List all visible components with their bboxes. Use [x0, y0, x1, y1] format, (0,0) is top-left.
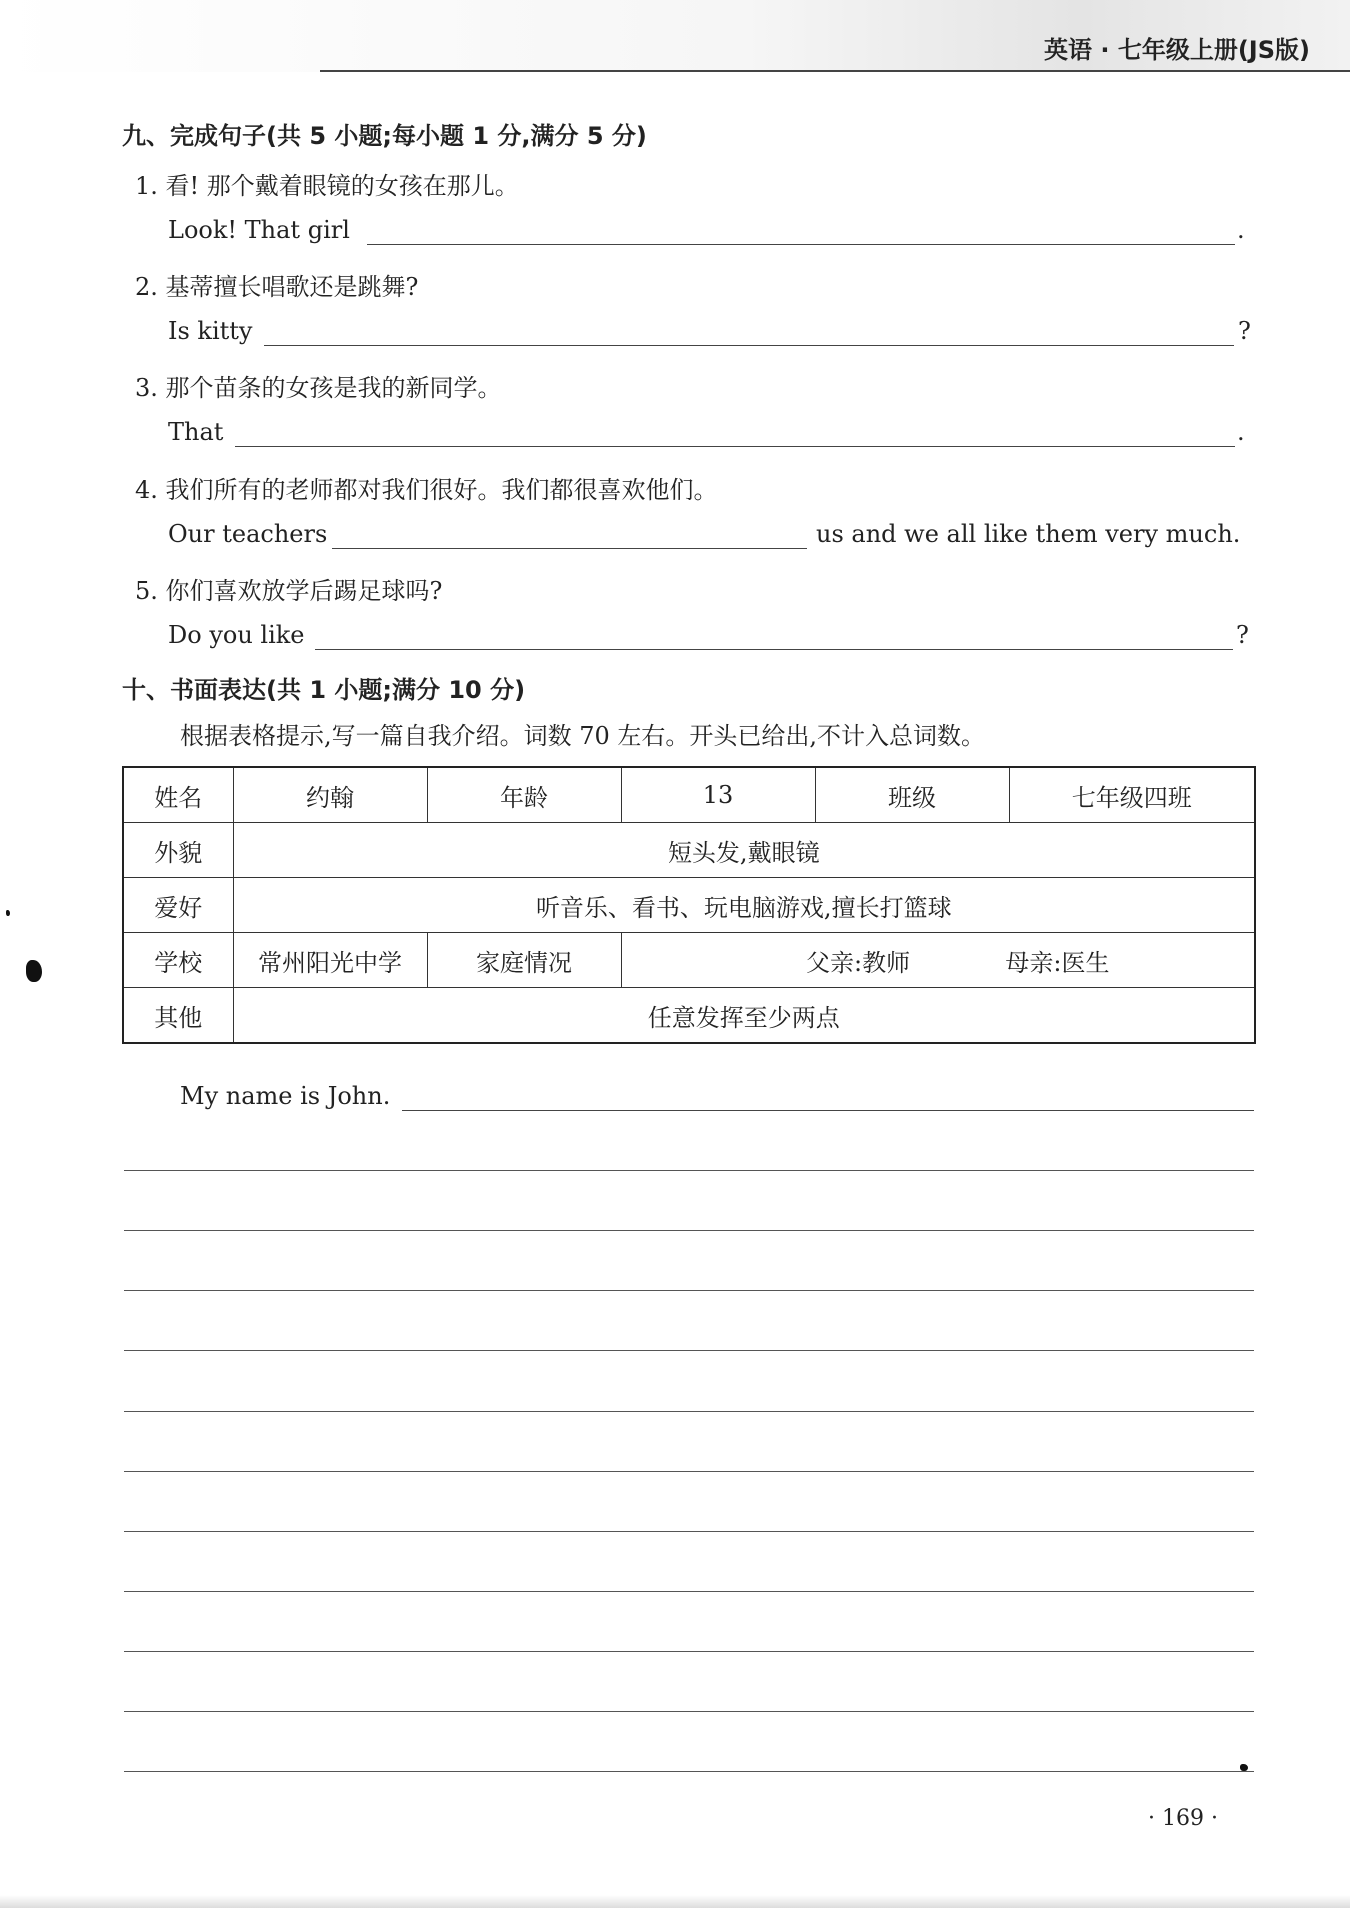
question-4-chinese: 4. 我们所有的老师都对我们很好。我们都很喜欢他们。: [135, 476, 718, 504]
scan-spot: [26, 960, 42, 982]
question-1-blank[interactable]: [367, 244, 1235, 245]
table-cell: 姓名: [123, 767, 233, 823]
page-number: · 169 ·: [1148, 1806, 1218, 1831]
mother-info: 母亲:医生: [1005, 948, 1110, 977]
question-5-blank[interactable]: [315, 649, 1233, 650]
question-3-blank[interactable]: [235, 446, 1235, 447]
question-2-end: ?: [1238, 317, 1251, 345]
section-9-title: 九、完成句子(共 5 小题;每小题 1 分,满分 5 分): [122, 122, 647, 150]
question-1-chinese: 1. 看! 那个戴着眼镜的女孩在那儿。: [135, 172, 519, 200]
question-2-prompt: Is kitty: [168, 317, 253, 345]
writing-line[interactable]: [124, 1350, 1254, 1351]
writing-line[interactable]: [124, 1591, 1254, 1592]
writing-instruction: 根据表格提示,写一篇自我介绍。词数 70 左右。开头已给出,不计入总词数。: [180, 722, 986, 750]
book-title: 英语 · 七年级上册(JS版): [1044, 36, 1310, 64]
table-row: [123, 878, 1255, 933]
writing-line[interactable]: [124, 1290, 1254, 1291]
question-2-chinese: 2. 基蒂擅长唱歌还是跳舞?: [135, 273, 419, 301]
table-cell-family: [621, 933, 1255, 988]
table-cell: 听音乐、看书、玩电脑游戏,擅长打篮球: [233, 878, 1255, 933]
question-1-end: .: [1237, 216, 1245, 244]
writing-intro: My name is John.: [180, 1082, 391, 1110]
page-bottom-shadow: [0, 1895, 1350, 1908]
question-4-blank[interactable]: [332, 548, 807, 549]
question-5-end: ?: [1236, 621, 1249, 649]
father-info: 父亲:教师: [806, 948, 911, 977]
table-row: [123, 823, 1255, 878]
writing-line[interactable]: [124, 1531, 1254, 1532]
writing-line[interactable]: [124, 1711, 1254, 1712]
writing-line[interactable]: [124, 1170, 1254, 1171]
writing-line[interactable]: [124, 1230, 1254, 1231]
question-5-chinese: 5. 你们喜欢放学后踢足球吗?: [135, 577, 443, 605]
table-row: [123, 933, 1255, 988]
question-2-blank[interactable]: [264, 345, 1234, 346]
writing-line[interactable]: [124, 1651, 1254, 1652]
scan-spot: [1240, 1764, 1248, 1771]
table-cell: 七年级四班: [1009, 767, 1255, 823]
writing-line[interactable]: [124, 1411, 1254, 1412]
table-row: [123, 767, 1255, 823]
question-5-prompt: Do you like: [168, 621, 305, 649]
section-10-title: 十、书面表达(共 1 小题;满分 10 分): [122, 676, 526, 704]
question-4-end: us and we all like them very much.: [816, 520, 1241, 548]
table-cell: 学校: [123, 933, 233, 988]
header-rule: [320, 70, 1350, 72]
table-cell: 短头发,戴眼镜: [233, 823, 1255, 878]
writing-first-line[interactable]: [402, 1110, 1254, 1111]
table-cell: 年龄: [427, 767, 621, 823]
table-cell: 13: [621, 767, 815, 823]
table-cell: 外貌: [123, 823, 233, 878]
table-cell: 班级: [815, 767, 1009, 823]
question-4-prompt: Our teachers: [168, 520, 328, 548]
info-table: [122, 766, 1256, 1044]
writing-line[interactable]: [124, 1471, 1254, 1472]
question-3-chinese: 3. 那个苗条的女孩是我的新同学。: [135, 374, 502, 402]
scan-spot: [6, 910, 10, 916]
table-cell: 任意发挥至少两点: [233, 988, 1255, 1044]
table-cell: 家庭情况: [427, 933, 621, 988]
table-cell: 爱好: [123, 878, 233, 933]
table-row: [123, 988, 1255, 1044]
question-3-prompt: That: [168, 418, 224, 446]
writing-line[interactable]: [124, 1771, 1254, 1772]
table-cell: 约翰: [233, 767, 427, 823]
table-cell: 其他: [123, 988, 233, 1044]
question-1-prompt: Look! That girl: [168, 216, 350, 244]
table-cell: 常州阳光中学: [233, 933, 427, 988]
question-3-end: .: [1237, 418, 1245, 446]
